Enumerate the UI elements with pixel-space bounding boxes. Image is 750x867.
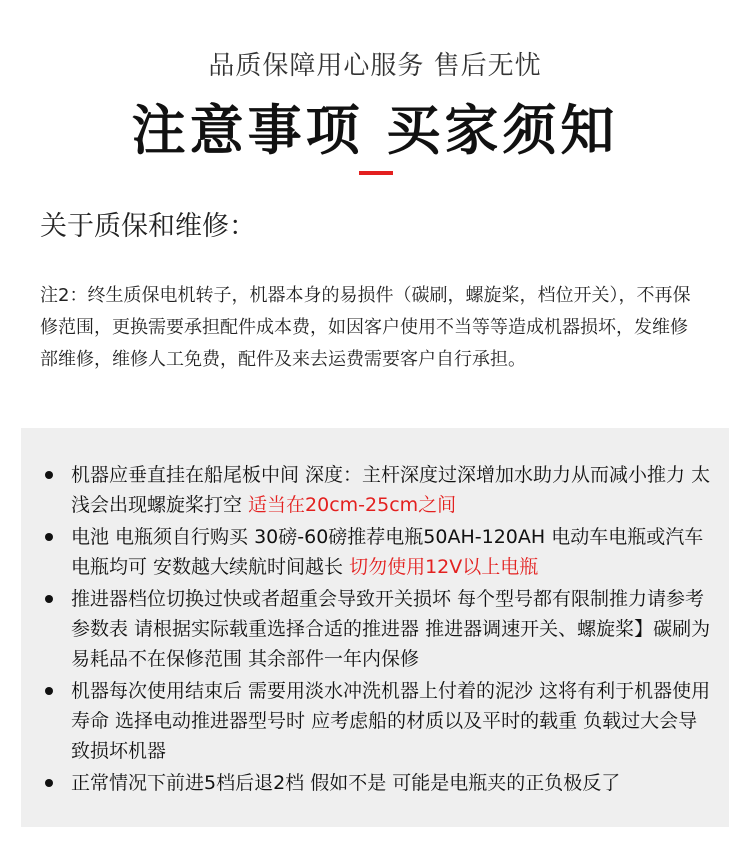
bullet-icon	[45, 687, 53, 695]
header-subtitle: 品质保障用心服务 售后无忧	[208, 51, 542, 81]
list-item	[71, 522, 715, 582]
list-item-text: 机器每次使用结束后 需要用淡水冲洗机器上付着的泥沙 这将有利于机器使用寿命 选择电动推进器型号时 应考虑船的材质以及平时的载重 负载过大会导致损坏机器	[71, 680, 711, 762]
list-item-text: 机器应垂直挂在船尾板中间 深度：主杆深度过深增加水助力从而减小推力 太浅会出现螺旋桨打空	[71, 464, 711, 516]
warranty-note: 注2：终生质保电机转子，机器本身的易损件（碳刷，螺旋桨，档位开关），不再保修范围，更换需要承担配件成本费，如因客户使用不当等等造成机器损坏，发维修部维修，维修人工免费，配件及来去运费需要客户自行承担。	[40, 285, 691, 370]
list-item-highlight: 切勿使用12V以上电瓶	[349, 556, 539, 578]
section-heading: 关于质保和维修：	[40, 211, 256, 242]
bullet-icon	[45, 779, 53, 787]
list-item	[71, 460, 715, 520]
notice-panel	[21, 428, 729, 827]
bullet-icon	[45, 595, 53, 603]
list-item-highlight: 适当在20cm-25cm之间	[248, 494, 457, 516]
bullet-icon	[45, 533, 53, 541]
list-item	[71, 584, 715, 674]
page-title: 注意事项 买家须知	[131, 99, 619, 162]
list-item	[71, 768, 715, 798]
bullet-icon	[45, 471, 53, 479]
list-item-text: 推进器档位切换过快或者超重会导致开关损坏 每个型号都有限制推力请参考参数表 请根据实际载重选择合适的推进器 推进器调速开关、螺旋桨】碳刷为易耗品不在保修范围 其余部件一年内保修	[71, 588, 711, 670]
notice-list	[21, 428, 729, 798]
list-item-text: 电池 电瓶须自行购买 30磅-60磅推荐电瓶50AH-120AH 电动车电瓶或汽车电瓶均可 安数越大续航时间越长	[71, 526, 704, 578]
list-item-text: 正常情况下前进5档后退2档 假如不是 可能是电瓶夹的正负极反了	[71, 772, 621, 794]
list-item	[71, 676, 715, 766]
title-accent-divider	[359, 171, 393, 175]
